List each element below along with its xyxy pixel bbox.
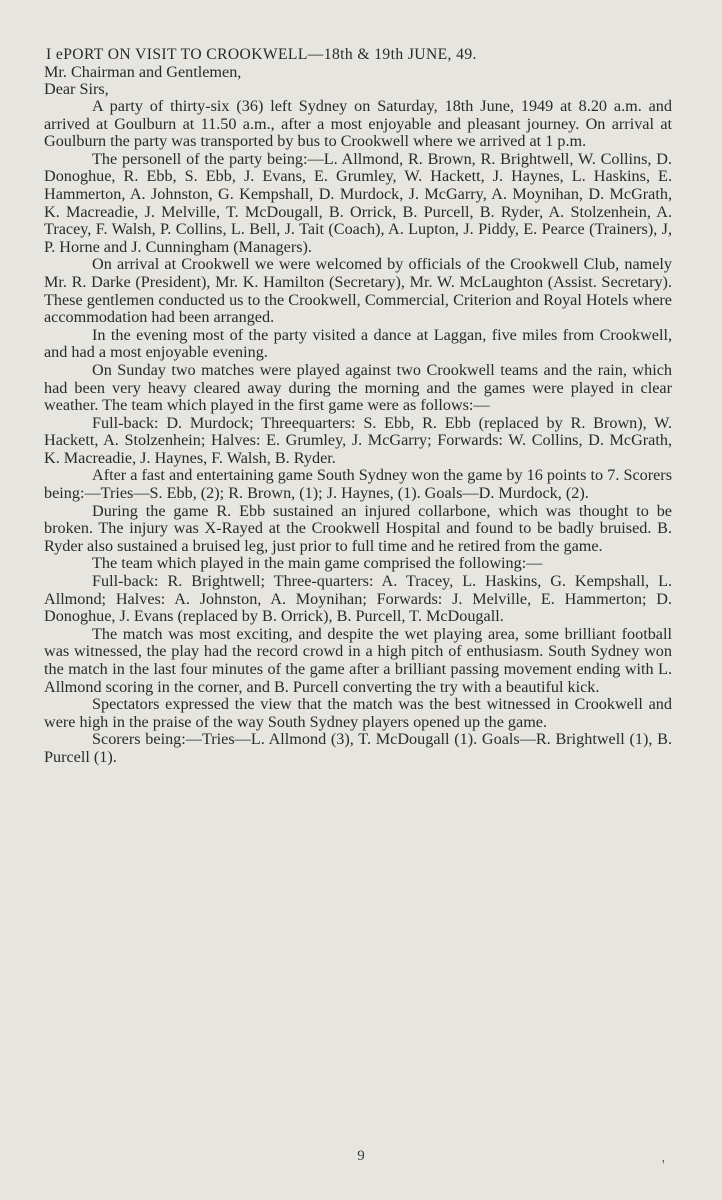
paragraph-personnel: The personell of the party being:—L. Allmond, R. Brown, R. Brightwell, W. Collins, D. Donoghue, R. Ebb, S. Ebb, J. Evans, E. Grumley, W. Hackett, J. Haynes, L. Haskins, E. Hammerton, A. Johnston, G. Kempshall, D. Murdock, J. McGarry, A. Moynihan, D. McGrath, K. Macreadie, J. Melville, T. McDougall, B. Orrick, B. Purcell, B. Ryder, A. Stolzenhein, A. Tracey, F. Walsh, P. Collins, L. Bell, J. Tait (Coach), A. Lupton, J. Piddy, E. Pearce (Trainers), J, P. Horne and J. Cunningham (Managers). [44, 149, 672, 256]
stray-mark: ' [662, 1158, 665, 1173]
paragraph-first-result: After a fast and entertaining game South Sydney won the game by 16 points to 7. Scorers being:—Tries—S. Ebb, (2); R. Brown, (1); J. Haynes, (1). Goals—D. Murdock, (2). [44, 466, 672, 503]
paragraph-match-report: The match was most exciting, and despite the wet playing area, some brilliant football was witnessed, the play had the record crowd in a high pitch of enthusiasm. South Sydney won the match in the last four minutes of the game after a brilliant passing movement ending with L. Allmond scoring in the corner, and B. Purcell converting the try with a beautiful kick. [44, 624, 672, 696]
report-title: I ePORT ON VISIT TO CROOKWELL—18th & 19th JUNE, 49. [46, 46, 477, 63]
paragraph-journey: A party of thirty-six (36) left Sydney on Saturday, 18th June, 1949 at 8.20 a.m. and arrived at Goulburn at 11.50 a.m., after a most enjoyable and pleasant journey. On arrival at Goulburn the party was transported by bus to Crookwell where we arrived at 1 p.m. [44, 97, 672, 151]
page-number: 9 [357, 1148, 365, 1164]
paragraph-sunday: On Sunday two matches were played against two Crookwell teams and the rain, which had been very heavy cleared away during the morning and the games were played in clear weather. The team which played in the first game were as follows:— [44, 360, 672, 415]
paragraph-first-team: Full-back: D. Murdock; Threequarters: S. Ebb, R. Ebb (replaced by R. Brown), W. Hackett, A. Stolzenhein; Halves: E. Grumley, J. McGarry; Forwards: W. Collins, D. McGrath, K. Macreadie, J. Haynes, F. Walsh, B. Ryder. [44, 413, 672, 467]
paragraph-main-team: Full-back: R. Brightwell; Three-quarters: A. Tracey, L. Haskins, G. Kempshall, L. Allmond; Halves: A. Johnston, A. Moynihan; Forwards: J. Melville, E. Hammerton; D. Donoghue, J. Evans (replaced by B. Orrick), B. Purcell, T. McDougall. [44, 572, 672, 626]
salutation-chairman: Mr. Chairman and Gentlemen, [44, 63, 242, 81]
paragraph-injury: During the game R. Ebb sustained an injured collarbone, which was thought to be broken. The injury was X-Rayed at the Crookwell Hospital and found to be badly bruised. B. Ryder also sustained a bruised leg, just prior to full time and he retired from the game. [44, 501, 672, 555]
paragraph-evening: In the evening most of the party visited a dance at Laggan, five miles from Crookwell, and had a most enjoyable evening. [44, 325, 672, 362]
paragraph-main-scorers: Scorers being:—Tries—L. Allmond (3), T. McDougall (1). Goals—R. Brightwell (1), B. Purcell (1). [44, 730, 672, 766]
paragraph-main-team-intro: The team which played in the main game comprised the following:— [92, 554, 543, 573]
salutation-sirs: Dear Sirs, [44, 80, 109, 98]
paragraph-welcome: On arrival at Crookwell we were welcomed by officials of the Crookwell Club, namely Mr. R. Darke (President), Mr. K. Hamilton (Secretary), Mr. W. McLaughton (Assist. Secretary). These gentlemen conducted us to the Crookwell, Commercial, Criterion and Royal Hotels where accommodation had been arranged. [44, 255, 672, 327]
paragraph-spectators: Spectators expressed the view that the match was the best witnessed in Crookwell and were high in the praise of the way South Sydney players opened up the game. [44, 695, 672, 731]
